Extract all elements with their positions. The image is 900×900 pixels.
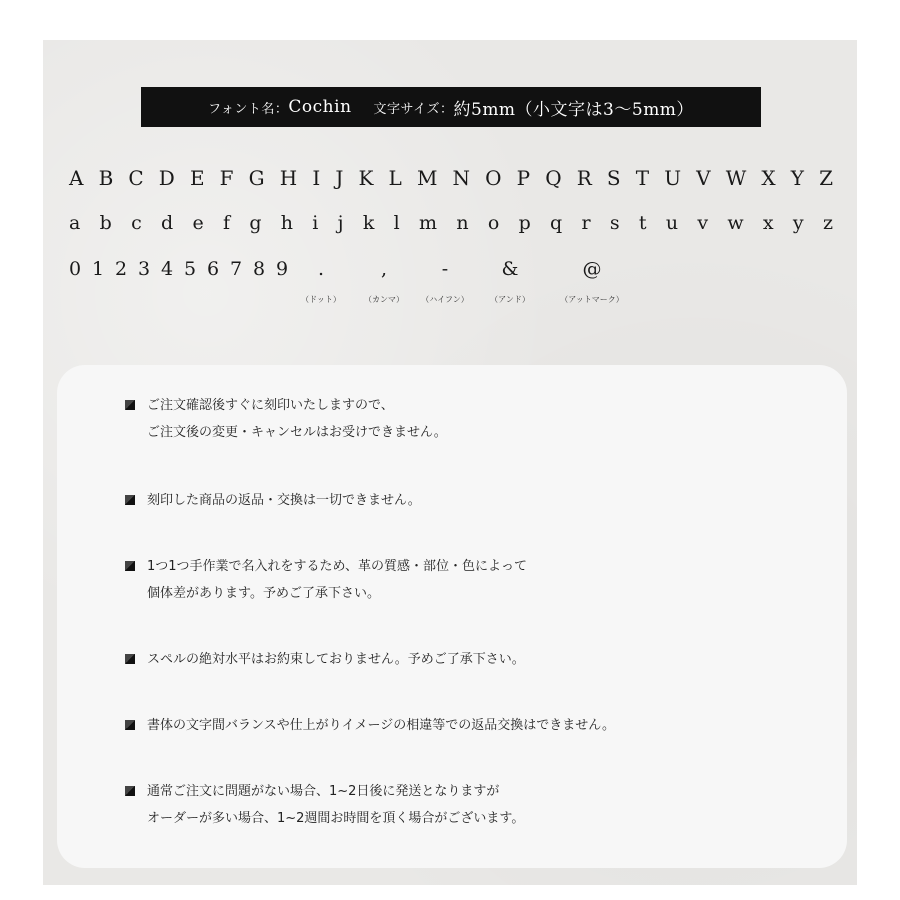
digit: 7 [230,258,243,280]
uppercase-letter: Y [790,166,804,190]
lowercase-letter: n [456,212,469,234]
lowercase-letter: s [609,212,620,234]
digit: 2 [115,258,128,280]
symbol-char: , [380,258,388,280]
uppercase-letter: I [312,166,321,190]
lowercase-letter: y [792,212,804,234]
note-text: 刻印した商品の返品・交換は一切できません。 [147,493,421,508]
note-item [147,712,615,739]
lowercase-row [69,212,833,234]
uppercase-letter: L [388,166,402,190]
digit: 6 [207,258,220,280]
lowercase-letter: z [822,212,833,234]
notes-card [57,365,847,868]
symbol-char: @ [582,258,602,280]
note-text: 書体の文字間バランスや仕上がりイメージの相違等での返品交換はできません。 [147,718,616,733]
uppercase-letter: M [416,166,438,190]
uppercase-letter: W [725,166,747,190]
uppercase-letter: N [452,166,471,190]
uppercase-letter: X [761,166,776,190]
lowercase-letter: m [419,212,438,234]
font-name-label: フォント名： [208,101,289,117]
note-text: ご注文確認後すぐに刻印いたしますので、 [147,398,394,413]
note-text: 個体差があります。予めご了承下さい。 [147,586,380,601]
lowercase-letter: g [249,212,262,234]
note-item [147,778,524,832]
font-info-banner [141,87,761,127]
uppercase-letter: B [98,166,114,190]
uppercase-letter: D [158,166,175,190]
note-text: 通常ご注文に問題がない場合、1~2日後に発送となりますが [147,784,500,799]
lowercase-letter: o [487,212,500,234]
note-item [147,553,527,607]
font-sample-panel [43,40,857,885]
uppercase-letter: A [69,166,84,190]
lowercase-letter: j [337,212,344,234]
uppercase-letter: U [664,166,682,190]
lowercase-letter: l [393,212,400,234]
uppercase-letter: H [279,166,298,190]
uppercase-letter: O [485,166,502,190]
symbol-label: （カンマ） [364,295,404,304]
note-text: 1つ1つ手作業で名入れをするため、革の質感・部位・色によって [147,559,528,574]
lowercase-letter: e [192,212,204,234]
uppercase-row [69,166,833,190]
lowercase-letter: k [362,212,375,234]
uppercase-letter: Z [819,166,833,190]
digit: 4 [161,258,174,280]
lowercase-letter: q [550,212,563,234]
text-size-label: 文字サイズ： [373,101,454,117]
square-bullet-icon [125,495,135,505]
digit: 1 [92,258,105,280]
lowercase-letter: a [69,212,81,234]
digit: 0 [69,258,82,280]
lowercase-letter: t [638,212,647,234]
lowercase-letter: p [518,212,531,234]
uppercase-letter: K [358,166,374,190]
square-bullet-icon [125,654,135,664]
text-size-value: 約5mm（小文字は3〜5mm） [453,99,694,120]
digit: 3 [138,258,151,280]
lowercase-letter: u [665,212,679,234]
symbol-char: . [317,258,325,280]
uppercase-letter: P [516,166,531,190]
uppercase-letter: J [335,166,344,190]
square-bullet-icon [125,561,135,571]
symbol-label: （アットマーク） [560,295,624,304]
uppercase-letter: T [635,166,650,190]
uppercase-letter: V [696,166,711,190]
symbol-char: & [501,258,519,280]
lowercase-letter: x [762,212,774,234]
uppercase-letter: R [576,166,592,190]
square-bullet-icon [125,786,135,796]
uppercase-letter: G [248,166,265,190]
digit: 8 [253,258,266,280]
symbol-label: （ハイフン） [421,295,469,304]
uppercase-letter: S [606,166,621,190]
note-text: スペルの絶対水平はお約束しておりません。予めご了承下さい。 [147,652,525,667]
uppercase-letter: C [128,166,144,190]
font-name: Cochin [288,97,352,117]
note-item [147,392,447,446]
lowercase-letter: b [99,212,112,234]
lowercase-letter: i [312,212,319,234]
square-bullet-icon [125,400,135,410]
square-bullet-icon [125,720,135,730]
uppercase-letter: Q [545,166,562,190]
digit: 5 [184,258,197,280]
lowercase-letter: w [727,212,744,234]
uppercase-letter: F [219,166,234,190]
uppercase-letter: E [189,166,205,190]
note-text: オーダーが多い場合、1~2週間お時間を頂く場合がございます。 [147,811,525,826]
lowercase-letter: d [161,212,174,234]
symbol-char: - [441,258,449,280]
symbol-label: （アンド） [490,295,530,304]
lowercase-letter: f [222,212,231,234]
lowercase-letter: h [280,212,294,234]
digit: 9 [276,258,289,280]
lowercase-letter: r [581,212,591,234]
note-item [147,487,421,514]
symbol-label: （ドット） [301,295,341,304]
note-item [147,646,525,673]
lowercase-letter: c [131,212,142,234]
note-text: ご注文後の変更・キャンセルはお受けできません。 [147,425,447,440]
lowercase-letter: v [697,212,709,234]
